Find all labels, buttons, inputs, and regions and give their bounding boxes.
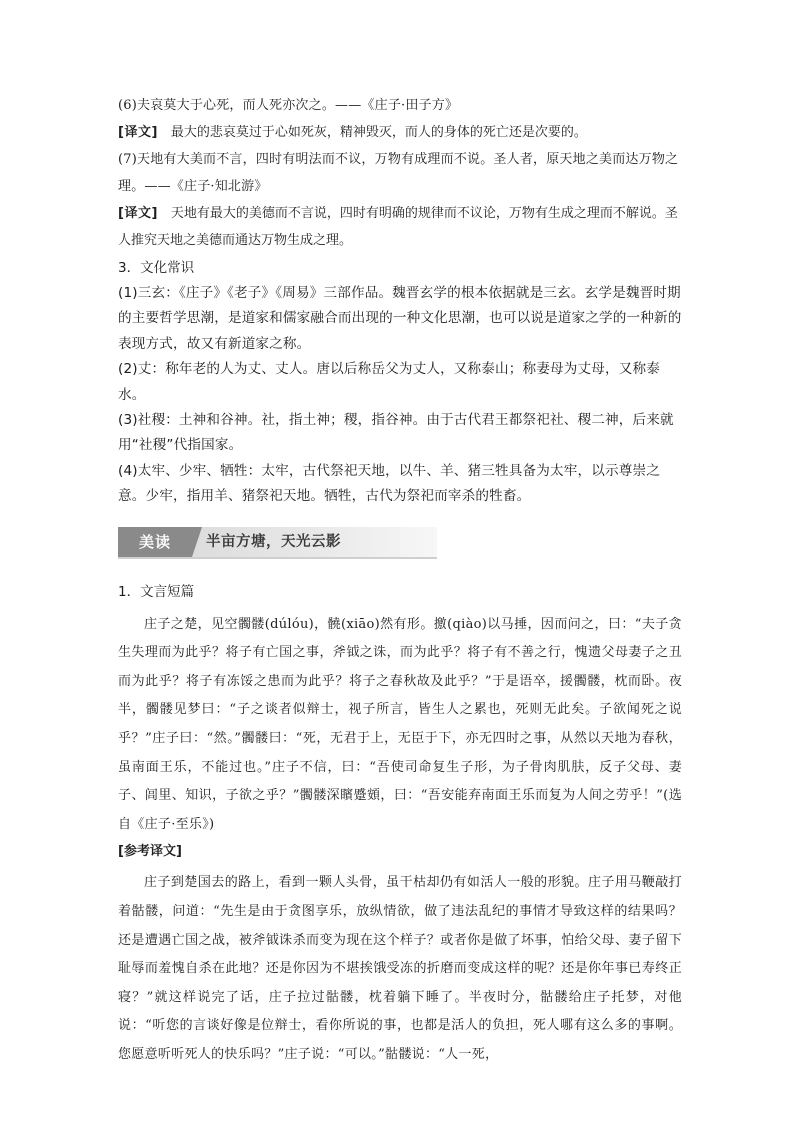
- translation-7: [118, 200, 682, 254]
- document-page: [118, 92, 682, 1070]
- translation-label: [译文]: [118, 206, 158, 221]
- culture-item-sanxuan: (1)三玄：《庄子》《老子》《周易》三部作品。魏晋玄学的根本依据就是三玄。玄学是魏晋时期的主要哲学思潮，是道家和儒家融合而出现的一种文化思潮，也可以说是道家之学的一种新的表现方式，故又有新道家之称。: [118, 285, 682, 352]
- translation-label: [译文]: [118, 125, 158, 140]
- culture-heading: 3．文化常识: [118, 260, 195, 276]
- translation-text: 最大的悲哀莫过于心如死灰，精神毁灭，而人的身体的死亡还是次要的。: [157, 125, 587, 140]
- quote-6: (6)夫哀莫大于心死，而人死亦次之。——《庄子·田子方》: [118, 98, 459, 113]
- reference-translation: 庄子到楚国去的路上，看到一颗人头骨，虽干枯却仍有如活人一般的形貌。庄子用马鞭敲打着骷髅，问道：“先生是由于贪图享乐，放纵情欲，做了违法乱纪的事情才导致这样的结果吗？还是遭遇亡国之战，被斧钺诛杀而变为现在这个样子？或者你是做了坏事，怕给父母、妻子留下耻辱而羞愧自杀在此地？还是你因为不堪挨饿受冻的折磨而变成这样的呢？还是你年事已寿终正寝？”就这样说完了话，庄子拉过骷髅，枕着躺下睡了。半夜时分，骷髅给庄子托梦，对他说：“听您的言谈好像是位辩士，看你所说的事，也都是活人的负担，死人哪有这么多的事啊。您愿意听听死人的快乐吗？”庄子说：“可以。”骷髅说：“人一死，: [118, 875, 682, 1062]
- culture-item-tailao: (4)太牢、少牢、牺牲：太牢，古代祭祀天地，以牛、羊、猪三牲具备为太牢，以示尊崇之意。少牢，指用羊、猪祭祀天地。牺牲，古代为祭祀而宰杀的牲畜。: [118, 462, 660, 505]
- short-text-heading: 1．文言短篇: [118, 583, 195, 600]
- section-banner: [118, 527, 437, 559]
- translation-text: 天地有最大的美德而不言说，四时有明确的规律而不议论，万物有生成之理而不解说。圣人推究天地之美德而通达万物生成之理。: [118, 206, 678, 248]
- banner-title: 半亩方塘，天光云影: [206, 533, 341, 550]
- reference-translation-label: [参考译文]: [118, 844, 182, 860]
- classical-passage: 庄子之楚，见空髑髅(dúlóu)，髐(xiāo)然有形。撽(qiào)以马捶，因而问之，曰：“夫子贪生失理而为此乎？将子有亡国之事，斧钺之诛，而为此乎？将子有不善之行，愧遗父母妻子之丑而为此乎？将子有冻馁之患而为此乎？将子之春秋故及此乎？”于是语卒，援髑髅，枕而卧。夜半，髑髅见梦曰：“子之谈者似辩士，视子所言，皆生人之累也，死则无此矣。子欲闻死之说乎？”庄子曰：“然。”髑髅曰：“死，无君于上，无臣于下，亦无四时之事，从然以天地为春秋，虽南面王乐，不能过也。”庄子不信，曰：“吾使司命复生子形，为子骨肉肌肤，反子父母、妻子、闾里、知识，子欲之乎？”髑髅深矉蹙頞，曰：“吾安能弃南面王乐而复为人间之劳乎！”(选自《庄子·至乐》): [118, 616, 682, 832]
- quote-7: (7)天地有大美而不言，四时有明法而不议，万物有成理而不说。圣人者，原天地之美而达万物之理。——《庄子·知北游》: [118, 152, 679, 194]
- translation-6: [118, 119, 682, 146]
- culture-item-zhang: (2)丈：称年老的人为丈、丈人。唐以后称岳父为丈人，又称泰山；称妻母为丈母，又称泰水。: [118, 361, 660, 403]
- banner-tag: 美读: [118, 527, 192, 557]
- culture-item-sheji: (3)社稷：土神和谷神。社，指土神；稷，指谷神。由于古代君王都祭祀社、稷二神，后来就用“社稷”代指国家。: [118, 412, 674, 454]
